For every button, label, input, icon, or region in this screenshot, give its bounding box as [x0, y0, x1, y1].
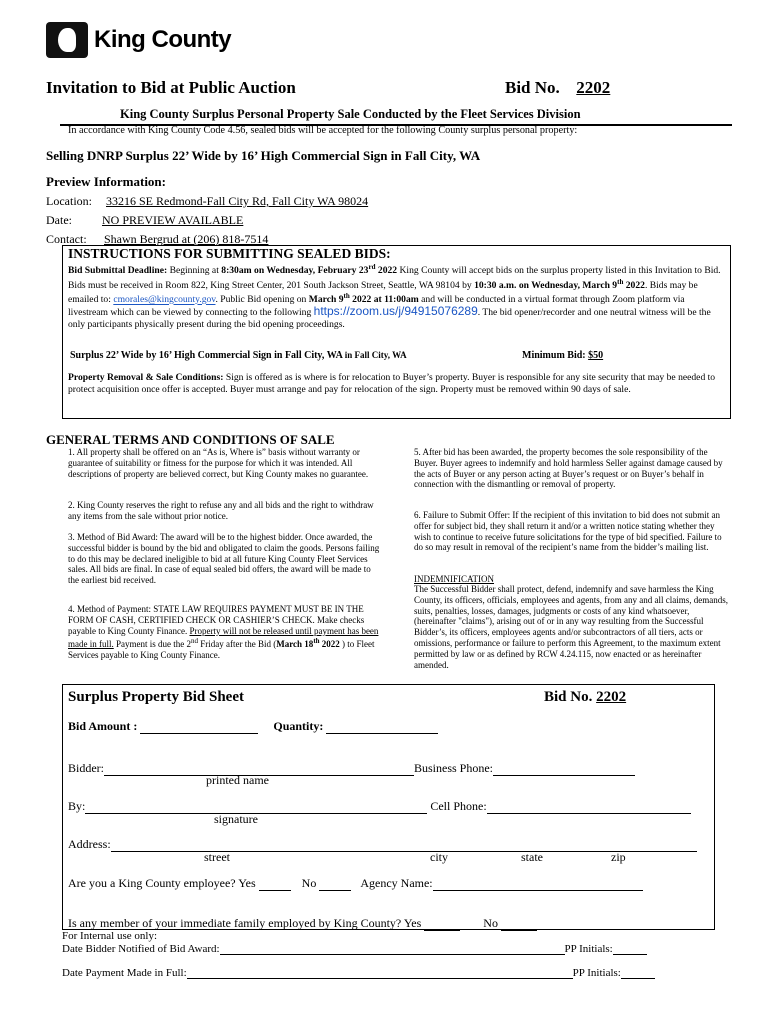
- cell-phone-field[interactable]: [487, 801, 691, 814]
- paid-row: [62, 966, 655, 979]
- term-4-sup: nd: [191, 637, 198, 646]
- item-heading: Selling DNRP Surplus 22’ Wide by 16’ High Commercial Sign in Fall City, WA: [46, 148, 481, 163]
- removal-label: Property Removal & Sale Conditions:: [68, 372, 224, 383]
- terms-heading: GENERAL TERMS AND CONDITIONS OF SALE: [46, 432, 335, 447]
- family-question: Is any member of your immediate family employed by King County?: [68, 916, 402, 930]
- contact-value: Shawn Bergrud at (206) 818-7514: [104, 232, 269, 246]
- bid-amount-row: [68, 719, 438, 734]
- zoom-link[interactable]: https://zoom.us/j/94915076289: [313, 304, 478, 319]
- quantity-field[interactable]: [326, 721, 438, 734]
- removal-text: Sign is offered as is where is for relocation to Buyer’s property. Buyer is responsible for any site security that may be needed to protect acquisition once offer is accepted. Buyer must arrange and pay for relocation of the sign. Property must be removed within 90 days of sale.: [68, 372, 716, 395]
- bid-sheet-bid-label: Bid No.: [544, 689, 593, 705]
- term-4-date-sup: th: [313, 637, 320, 646]
- term-4-year: 2022: [321, 639, 340, 650]
- bid-amount-label: Bid Amount :: [68, 719, 138, 733]
- notified-label: Date Bidder Notified of Bid Award:: [62, 943, 220, 955]
- virtual-text: and will be conducted in a virtual format through Zoom platform via livestream which can be viewed by connecting to the following: [68, 294, 685, 319]
- term-4-a: 4. Method of Payment: STATE LAW REQUIRES PAYMENT MUST BE IN THE FORM OF CASH, CERTIFIED CHECK OR CASHIER’S CHECK. Make checks payable to King County Finance.: [68, 604, 365, 636]
- king-county-logo-icon: [46, 22, 88, 58]
- contact-label: Contact:: [46, 232, 87, 246]
- bidder-row: [68, 761, 635, 776]
- notified-pp-initials-label: PP Initials:: [564, 943, 613, 955]
- notified-field[interactable]: [220, 942, 565, 955]
- cell-phone-label: Cell Phone:: [430, 799, 487, 813]
- state-caption: state: [521, 850, 543, 864]
- term-4: [68, 604, 380, 661]
- min-bid-value: $50: [588, 350, 604, 361]
- date-label: Date:: [46, 213, 72, 227]
- paid-pp-initials-label: PP Initials:: [572, 967, 621, 979]
- internal-use-label: For Internal use only:: [62, 930, 158, 942]
- business-phone-label: Business Phone:: [414, 761, 494, 775]
- indemnification-text: The Successful Bidder shall protect, defend, indemnify and save harmless the King County, its officers, officials, employees and agents, from any and all claims, demands, suits, penalties, losses, damages, judgments or costs of any kind whatsoever, (hereinafter "claims"), arising out of or in any way resulting from the Successful Bidder’s, its officers, employees agents and/or subcontractors of all tiers, acts or omissions, performance or failure to perform this Agreement, to the maximum extent permitted by law or as defined by RCW 4.24.115, now enacted or as hereinafter amended.: [414, 584, 729, 670]
- quantity-label: Quantity:: [273, 719, 324, 733]
- location-label: Location:: [46, 194, 92, 208]
- indemnification-heading: INDEMNIFICATION: [414, 574, 494, 584]
- employee-no-label: No: [301, 876, 317, 890]
- term-4-underlined: Property will not be released until payment has been made in full.: [68, 625, 379, 650]
- family-no-field[interactable]: [501, 918, 537, 931]
- bid-number: 2202: [576, 78, 611, 97]
- family-yes-field[interactable]: [424, 918, 460, 931]
- family-yes-label: Yes: [403, 916, 422, 930]
- bid-sheet-title: Surplus Property Bid Sheet: [68, 689, 244, 705]
- subtitle: King County Surplus Personal Property Sale Conducted by the Fleet Services Division: [120, 107, 581, 121]
- notified-row: [62, 942, 647, 955]
- deadline-sup: rd: [368, 263, 376, 271]
- deadline-label: Bid Submittal Deadline:: [68, 265, 168, 277]
- street-caption: street: [204, 850, 230, 864]
- term-4-b: Payment is due the 2: [116, 639, 191, 650]
- city-caption: city: [430, 850, 448, 864]
- notified-pp-initials-field[interactable]: [613, 942, 647, 955]
- paid-field[interactable]: [187, 966, 573, 979]
- opening-text: . Public Bid opening on: [215, 294, 307, 306]
- deadline-text-1: Beginning at: [169, 265, 219, 277]
- term-4-date: March 18: [276, 639, 314, 650]
- signature-caption: signature: [214, 812, 258, 826]
- deadline-year: 2022: [377, 265, 398, 277]
- employee-question: Are you a King County employee?: [68, 876, 236, 890]
- opening-sup: th: [343, 292, 350, 301]
- bid-label: Bid No.: [505, 78, 560, 97]
- bidder-label: Bidder:: [68, 761, 104, 775]
- family-row: [68, 916, 537, 931]
- deadline-end: 10:30 a.m. on Wednesday, March 9: [474, 279, 618, 291]
- bid-amount-field[interactable]: [140, 721, 258, 734]
- opening-time: 2022 at 11:00am: [352, 294, 419, 306]
- deadline-end-year: 2022: [625, 279, 645, 291]
- preview-heading: Preview Information:: [46, 174, 166, 189]
- opening-date: March 9: [308, 294, 344, 306]
- deadline-end-sup: th: [617, 277, 624, 286]
- printed-name-caption: printed name: [206, 773, 269, 787]
- agency-field[interactable]: [433, 878, 643, 891]
- family-no-label: No: [483, 916, 498, 930]
- paid-pp-initials-field[interactable]: [621, 966, 655, 979]
- paid-label: Date Payment Made in Full:: [62, 967, 187, 979]
- business-phone-field[interactable]: [493, 763, 635, 776]
- king-county-logo: [46, 22, 231, 58]
- employee-no-field[interactable]: [319, 878, 351, 891]
- minimum-bid: [522, 350, 603, 361]
- bid-sheet-bid-value: 2202: [596, 689, 627, 705]
- term-4-d: ) to Fleet Services payable to King County Finance.: [68, 639, 375, 661]
- location-value: 33216 SE Redmond-Fall City Rd, Fall City WA 98024: [106, 194, 369, 208]
- by-label: By:: [68, 799, 86, 813]
- term-2: 2. King County reserves the right to refuse any and all bids and the right to withdraw any items from the sale without prior notice.: [68, 500, 374, 521]
- deadline-text-2: King County will accept bids on the surplus property listed in this Invitation to Bid. Bids must be received in Room 822, King Street Center, 201 South Jackson Street, Seattle, WA 98104 by: [68, 265, 721, 291]
- by-row: [68, 799, 691, 814]
- agency-label: Agency Name:: [360, 876, 433, 890]
- term-6: 6. Failure to Submit Offer: If the recipient of this invitation to bid does not submit an offer for subject bid, they shall return it and/or a written notice stating whether they wish to continue to receive future solicitations for the type of bid specified. Failure to do so may result in removal of the recipient’s name from the bidder’s mailing list.: [414, 510, 722, 553]
- employee-yes-field[interactable]: [259, 878, 291, 891]
- virtual-text-2: . The bid opener/recorder and one neutral witness will be the only participants physically present during the bid opening proceedings.: [68, 307, 711, 330]
- email-link[interactable]: cmorales@kingcounty.gov: [113, 294, 216, 306]
- surplus-location: in Fall City, WA: [344, 350, 407, 360]
- bid-number-header: [505, 78, 610, 98]
- bid-sheet-number: [544, 689, 626, 706]
- term-4-c: Friday after the Bid (: [200, 639, 277, 650]
- logo-text: King County: [94, 26, 232, 53]
- date-value: NO PREVIEW AVAILABLE: [102, 213, 244, 227]
- term-5: 5. After bid has been awarded, the property becomes the sole responsibility of the Buyer. Buyer agrees to indemnify and hold harmless Seller against damage caused by the acts of Buyer or any person acting at Buyer’s request or on Buyer’s behalf in connection with the dismantling or removal of property.: [414, 447, 723, 490]
- intro-text: In accordance with King County Code 4.56, sealed bids will be accepted for the following County surplus personal property:: [68, 125, 578, 136]
- deadline-time: 8:30am on Wednesday, February 23: [221, 265, 369, 277]
- address-field[interactable]: [111, 839, 697, 852]
- min-bid-label: Minimum Bid:: [522, 350, 586, 361]
- term-3: 3. Method of Bid Award: The award will be to the highest bidder. Once awarded, the successful bidder is bound by the bid and obligated to claim the goods. Persons failing to do this may be declared ineligible to bid at all future King County Fleet Services sales. All bids are final. In case of equal sealed bid offers, the award will be made to the earliest bid received.: [68, 532, 380, 586]
- instructions-heading: INSTRUCTIONS FOR SUBMITTING SEALED BIDS:: [68, 246, 391, 261]
- removal-conditions: [68, 372, 728, 395]
- instructions-deadline: [68, 262, 723, 330]
- email-text: . Bids may be emailed to:: [68, 279, 698, 306]
- term-1: 1. All property shall be offered on an “As is, Where is” basis without warranty or guarantee of suitability or fitness for the purpose for which it was intended. All descriptions of property are believed correct, but King County makes no guarantee.: [68, 447, 369, 479]
- surplus-line: [70, 350, 407, 361]
- address-row: [68, 837, 697, 852]
- employee-row: [68, 876, 643, 891]
- document-title: Invitation to Bid at Public Auction: [46, 78, 296, 97]
- address-label: Address:: [68, 837, 111, 851]
- zip-caption: zip: [611, 850, 626, 864]
- surplus-item: Surplus 22’ Wide by 16’ High Commercial Sign in Fall City, WA: [70, 350, 343, 361]
- employee-yes-label: Yes: [238, 876, 256, 890]
